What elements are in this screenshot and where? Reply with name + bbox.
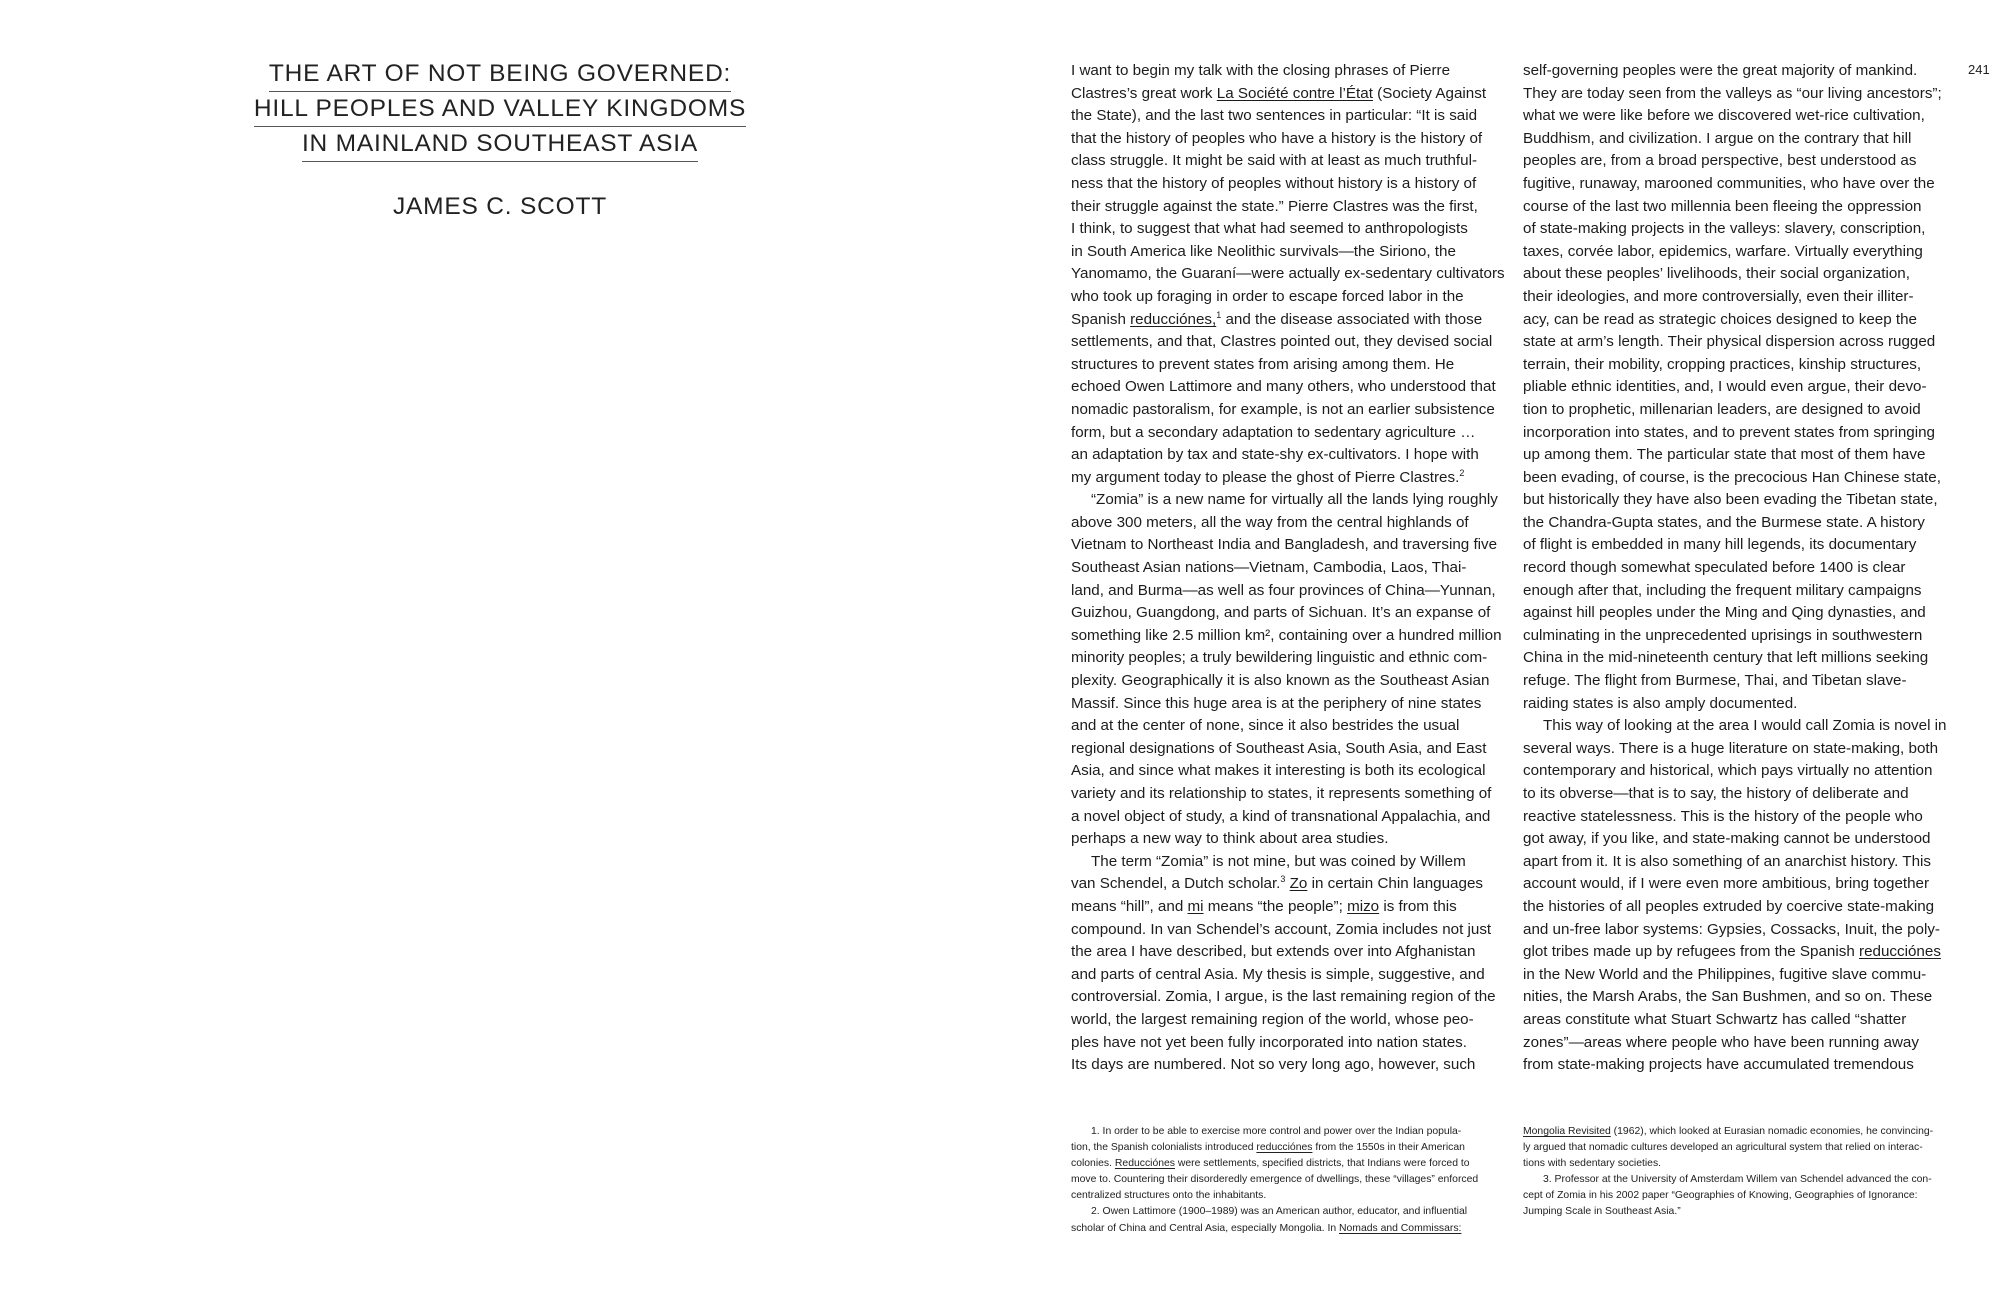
chapter-title-line-1: THE ART OF NOT BEING GOVERNED:	[269, 58, 731, 92]
term-reducciones-2: reducciónes	[1859, 943, 1941, 961]
paragraph-zomia-definition: “Zomia” is a new name for virtually all the lands lying roughly above 300 meters, all the way from the central highlands of Vietnam to Northeast India and Bangladesh, and traversing five Southeast Asian nations—Vietnam, Cambodia, Laos, Thai- land, and Burma—as well as four provinces of China—Yunnan, Guizhou, Guangdong, and parts of Sichuan. It’s an expanse of something like 2.5 million km², containing over a hundred million minority peoples; a truly bewildering linguistic and ethnic com- plexity. Geographically it is also known as the Southeast Asian Massif. Since this huge area is at the periphery of nine states and at the center of none, since it also bestrides the usual regional designations of Southeast Asia, South Asia, and East Asia, and since what makes it interesting is both its ecological variety and its relationship to states, it represents something of a novel object of study, a kind of transnational Appalachia, and perhaps a new way to think about area studies.	[1071, 491, 1502, 848]
term-reducciones: reducciónes,	[1130, 310, 1217, 328]
footnote-3: 3. Professor at the University of Amsterdam Willem van Schendel advanced the con- cept of Zomia in his 2002 paper “Geographies of Knowing, Geographies of Ignorance: Jumping Scale in Southeast Asia.”	[1523, 1174, 1932, 1218]
term-zo: Zo	[1289, 875, 1308, 893]
chapter-title-line-2: HILL PEOPLES AND VALLEY KINGDOMS	[254, 93, 746, 127]
paragraph-novel-view: This way of looking at the area I would call Zomia is novel in several ways. There is a huge literature on state-making, both contemporary and historical, which pays virtually no attention to its obverse—that is to say, the history of deliberate and reactive statelessness. This is the history of the people who got away, if you like, and state-making cannot be understood apart from it. It is also something of an anarchist history. This account would, if I were even more ambitious, bring together the histories of all peoples extruded by coercive state-making and un-free labor systems: Gypsies, Cossacks, Inuit, the poly- glot tribes made up by refugees from the Spanish reducciónes in the New World and the Philippines, fugitive slave commu- nities, the Marsh Arabs, the San Bushmen, and so on. These areas constitute what Stuart Schwartz has called “shatter zones”—areas where people who have been running away from state-making projects have accumulated tremendous	[1523, 717, 1947, 1074]
footnote-1: 1. In order to be able to exercise more control and power over the Indian popula- tion, the Spanish colonialists introduced reducciónes from the 1550s in their American colonies. Reducciónes were settlements, specified districts, that Indians were forced to move to. Countering their disorderedly emergence of dwellings, these “villages” enforced centralized structures onto the inhabitants.	[1071, 1126, 1479, 1202]
footnote-ref-1[interactable]: 1	[1216, 309, 1222, 320]
body-column-2	[1523, 60, 1973, 1077]
author-name: JAMES C. SCOTT	[392, 193, 608, 220]
paragraph-term-zomia: The term “Zomia” is not mine, but was coined by Willem van Schendel, a Dutch scholar.$^3$ Zo in certain Chin languages means “hill”, and mi means “the people”; mizo is from this compound. In van Schendel’s account, Zomia includes not just the area I have described, but extends over into Afghanistan and parts of central Asia. My thesis is simple, suggestive, and controversial. Zomia, I argue, is the last remaining region of the world, the largest remaining region of the world, whose peo- ples have not yet been fully incorporated into nation states. Its days are numbered. Not so very long ago, however, such	[1071, 852, 1496, 1074]
term-mi: mi	[1187, 897, 1204, 915]
footnotes-column-1	[1071, 1124, 1495, 1237]
paragraph-intro: I want to begin my talk with the closing phrases of Pierre Clastres’s great work La Société contre l’État (Society Against the State), and the last two sentences in particular: “It is said that the history of peoples who have a history is the history of class struggle. It might be said with at least as much truthful- ness that the history of peoples without history is a history of their struggle against the state.” Pierre Clastres was the first, I think, to suggest that what had seemed to anthropologists in South America like Neolithic survivals—the Siriono, the Yanomamo, the Guaraní—were actually ex-sedentary cultivators who took up foraging in order to escape forced labor in the Spanish reducciónes,$^1$ and the disease associated with those settlements, and that, Clastres pointed out, they devised social structures to prevent states from arising among them. He echoed Owen Lattimore and many others, who understood that nomadic pastoralism, for example, is not an earlier subsistence form, but a secondary adaptation to sedentary agriculture … an adaptation by tax and state-shy ex-cultivators. I hope with my argument today to please the ghost of Pierre Clastres.$^2$	[1071, 62, 1505, 486]
term-mizo: mizo	[1347, 897, 1380, 915]
footnote-ref-3[interactable]: 3	[1280, 874, 1286, 885]
footnote-ref-2[interactable]: 2	[1459, 467, 1465, 478]
body-column-1	[1071, 60, 1521, 1077]
footnotes-column-2	[1523, 1124, 1947, 1221]
paragraph-self-governing: self-governing peoples were the great majority of mankind. They are today seen from the valleys as “our living ancestors”; what we were like before we discovered wet-rice cultivation, Buddhism, and civilization. I argue on the contrary that hill peoples are, from a broad perspective, best understood as fugitive, runaway, marooned communities, who have over the course of the last two millennia been fleeing the oppression of state-making projects in the valleys: slavery, conscription, taxes, corvée labor, epidemics, warfare. Virtually everything about these peoples’ livelihoods, their social organization, their ideologies, and more controversially, even their illiter- acy, can be read as strategic choices designed to keep the state at arm’s length. Their physical dispersion across rugged terrain, their mobility, cropping practices, kinship structures, pliable ethnic identities, and, I would even argue, their devo- tion to prophetic, millenarian leaders, are designed to avoid incorporation into states, and to prevent states from springing up among them. The particular state that most of them have been evading, of course, is the precocious Han Chinese state, but historically they have also been evading the Tibetan state, the Chandra-Gupta states, and the Burmese state. A history of flight is embedded in many hill legends, its documentary record though somewhat speculated before 1400 is clear enough after that, including the frequent military campaigns against hill peoples under the Ming and Qing dynasties, and culminating in the unprecedented uprisings in southwestern China in the mid-nineteenth century that left millions seeking refuge. The flight from Burmese, Thai, and Tibetan slave- raiding states is also amply documented.	[1523, 62, 1942, 712]
chapter-title-block	[240, 58, 760, 221]
footnote-2-continued: Mongolia Revisited (1962), which looked at Eurasian nomadic economies, he convincing- ly argued that nomadic cultures developed an agricultural system that relied on interac- tions with sedentary societies.	[1523, 1126, 1934, 1170]
chapter-title-line-3: IN MAINLAND SOUTHEAST ASIA	[302, 128, 698, 162]
page-number: 241	[1968, 62, 1990, 77]
italic-title-society-against-state: La Société contre l’État	[1216, 84, 1373, 102]
footnote-2: 2. Owen Lattimore (1900–1989) was an American author, educator, and influential scholar of China and Central Asia, especially Mongolia. In Nomads and Commissars:	[1071, 1206, 1468, 1234]
